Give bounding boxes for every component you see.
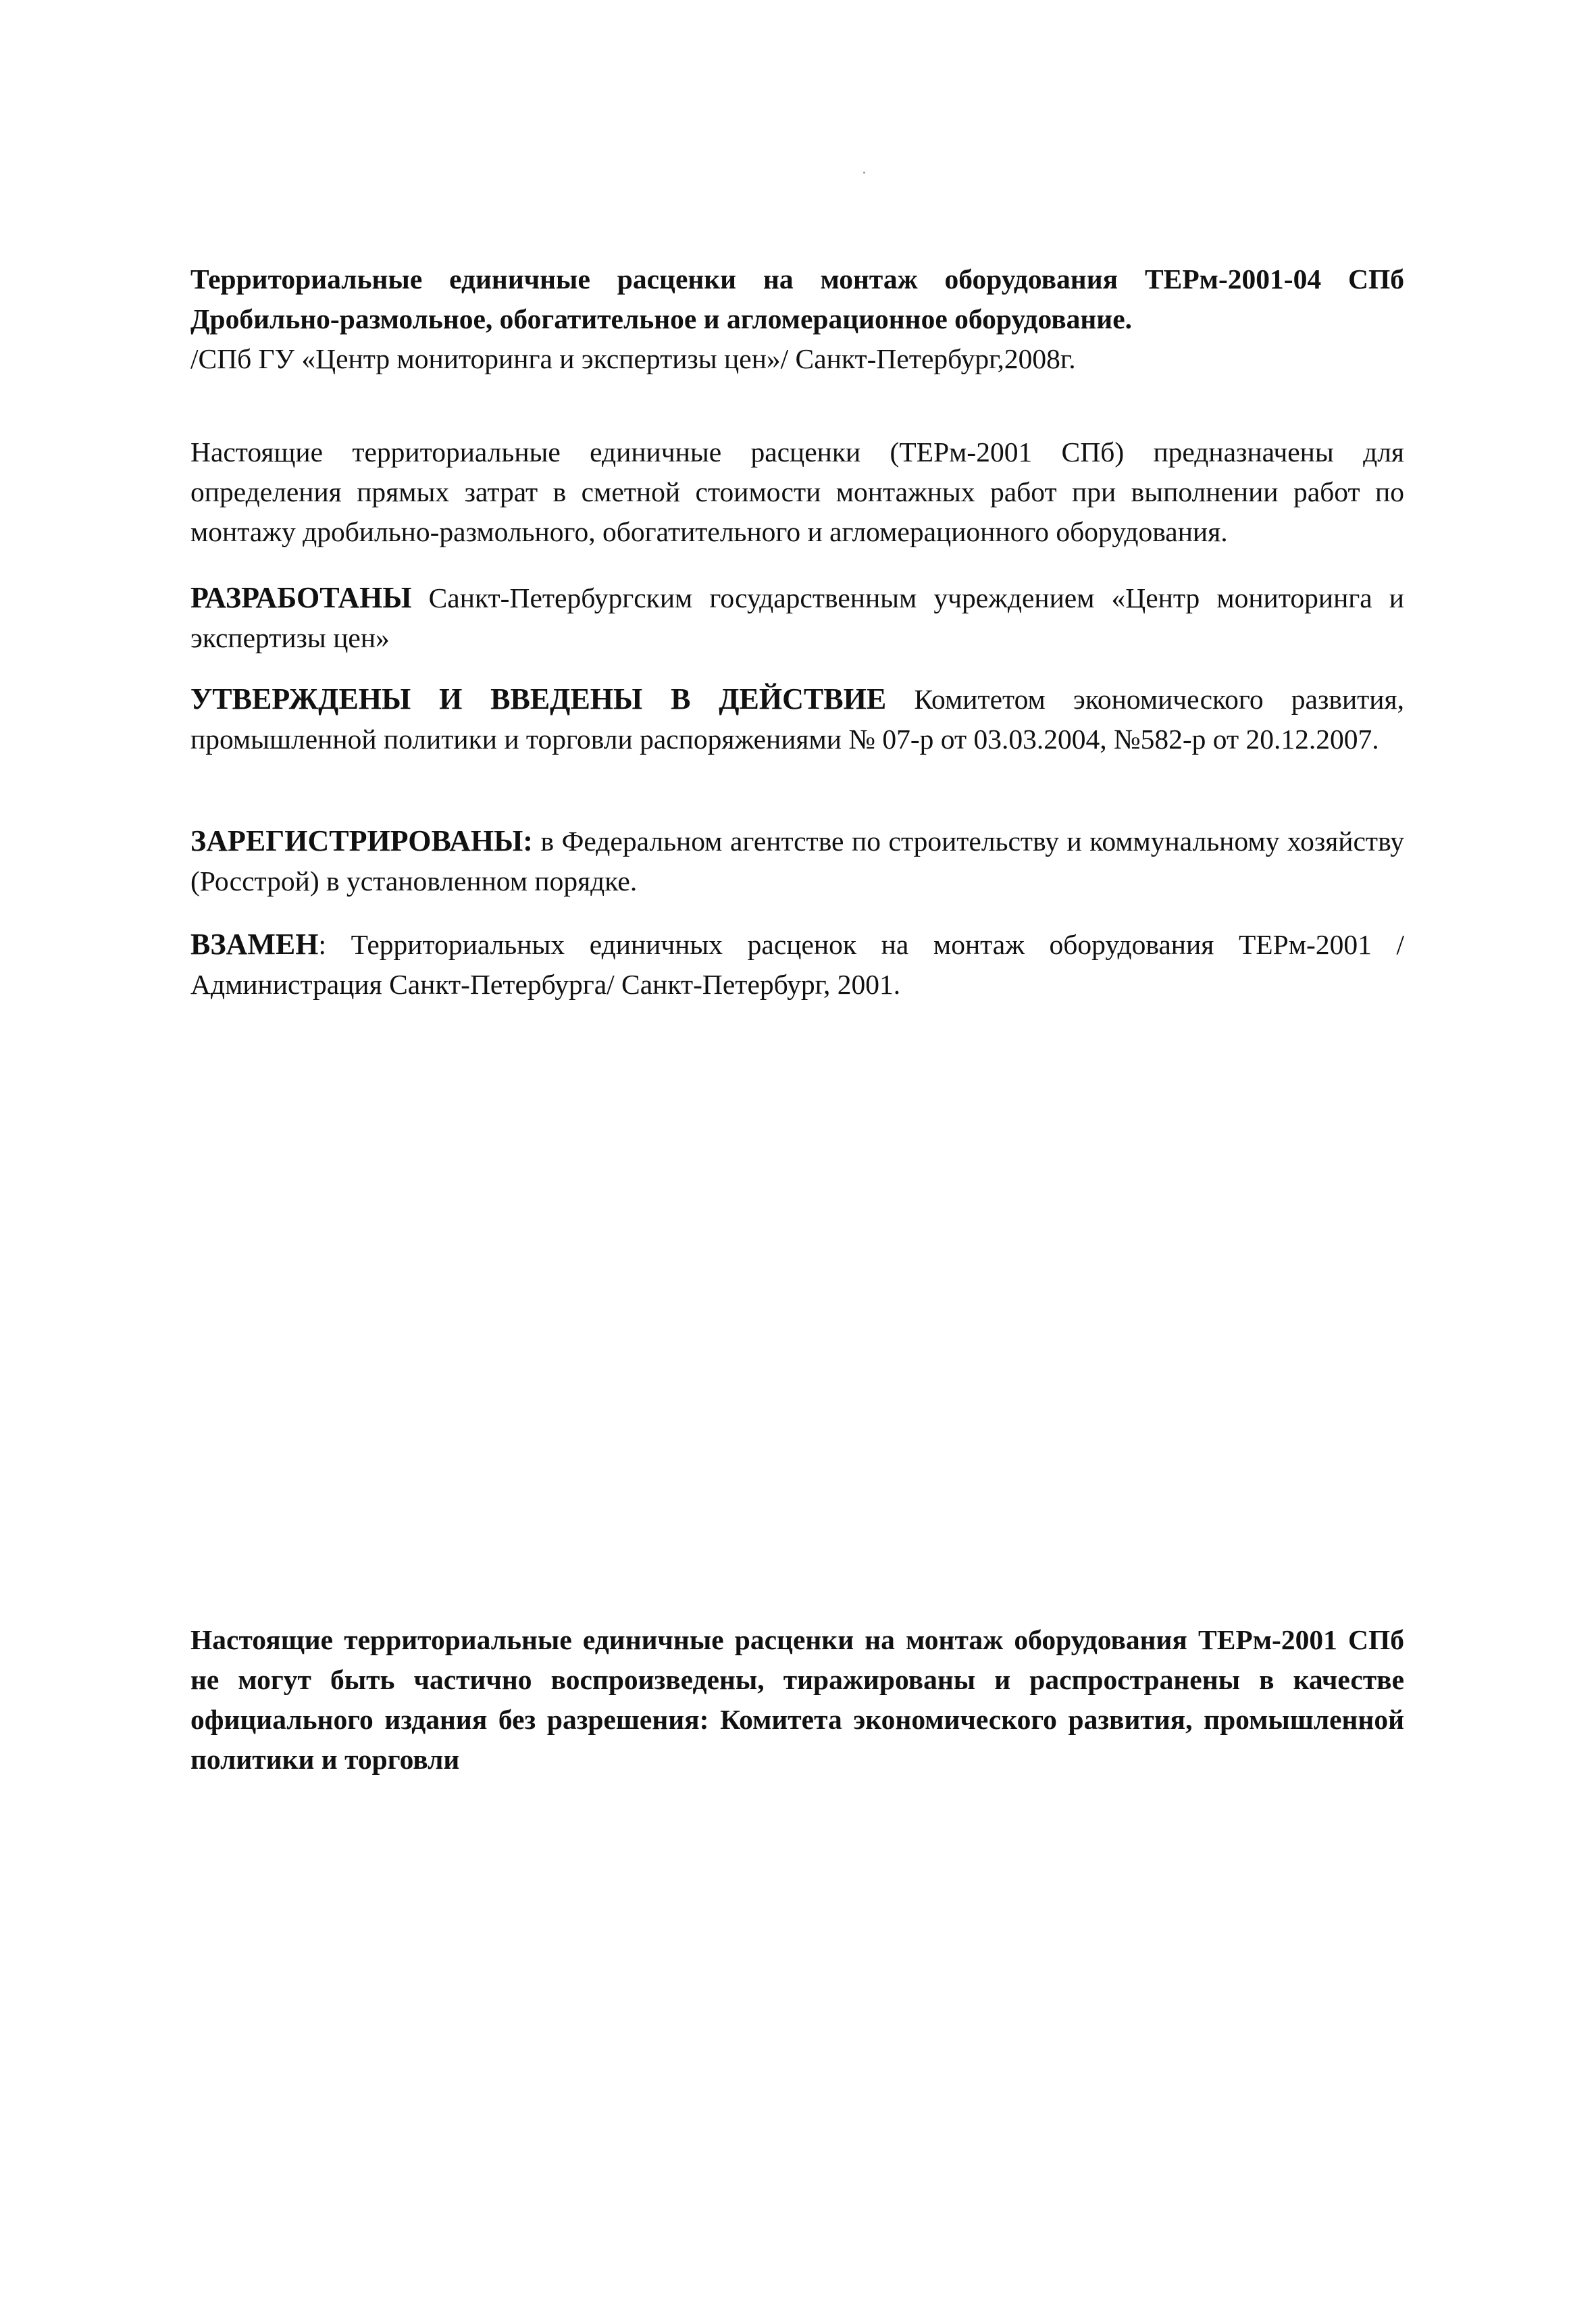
developed-paragraph xyxy=(190,578,1404,658)
registered-text: в Федеральном агентстве по строительству и коммунальному хозяйству (Росстрой) в установленном порядке. xyxy=(190,826,1404,897)
approved-paragraph xyxy=(190,679,1404,759)
registered-paragraph xyxy=(190,821,1404,901)
document-source-line: /СПб ГУ «Центр мониторинга и экспертизы цен»/ Санкт-Петербург,2008г. xyxy=(190,343,1076,374)
document-title-line2: Дробильно-размольное, обогатительное и агломерационное оборудование. xyxy=(190,303,1132,334)
replaces-text: : Территориальных единичных расценок на монтаж оборудования ТЕРм-2001 /Администрация Санкт-Петербурга/ Санкт-Петербург, 2001. xyxy=(190,929,1404,1000)
scan-speck xyxy=(863,172,865,174)
registered-label: ЗАРЕГИСТРИРОВАНЫ: xyxy=(190,824,533,857)
developed-label: РАЗРАБОТАНЫ xyxy=(190,581,412,614)
replaces-label: ВЗАМЕН xyxy=(190,928,319,961)
copyright-notice xyxy=(190,1620,1404,1780)
intro-paragraph xyxy=(190,432,1404,552)
document-header xyxy=(190,259,1404,379)
developed-text: Санкт-Петербургским государственным учреждением «Центр мониторинга и экспертизы цен» xyxy=(190,582,1404,653)
intro-text: Настоящие территориальные единичные расценки (ТЕРм-2001 СПб) предназначены для определения прямых затрат в сметной стоимости монтажных работ при выполнении работ по монтажу дробильно-размольного, обогатительного и агломерационного оборудования. xyxy=(190,436,1404,547)
replaces-paragraph xyxy=(190,924,1404,1005)
document-title-line1: Территориальные единичные расценки на монтаж оборудования ТЕРм-2001-04 СПб xyxy=(190,263,1404,295)
approved-label: УТВЕРЖДЕНЫ И ВВЕДЕНЫ В ДЕЙСТВИЕ xyxy=(190,682,887,715)
approved-text: Комитетом экономического развития, промышленной политики и торговли распоряжениями № 07-р от 03.03.2004, №582-р от 20.12.2007. xyxy=(190,684,1404,755)
copyright-notice-text: Настоящие территориальные единичные расценки на монтаж оборудования ТЕРм-2001 СПб не могут быть частично воспроизведены, тиражированы и распространены в качестве официального издания без разрешения: Комитета экономического развития, промышленной политики и торговли xyxy=(190,1624,1404,1775)
